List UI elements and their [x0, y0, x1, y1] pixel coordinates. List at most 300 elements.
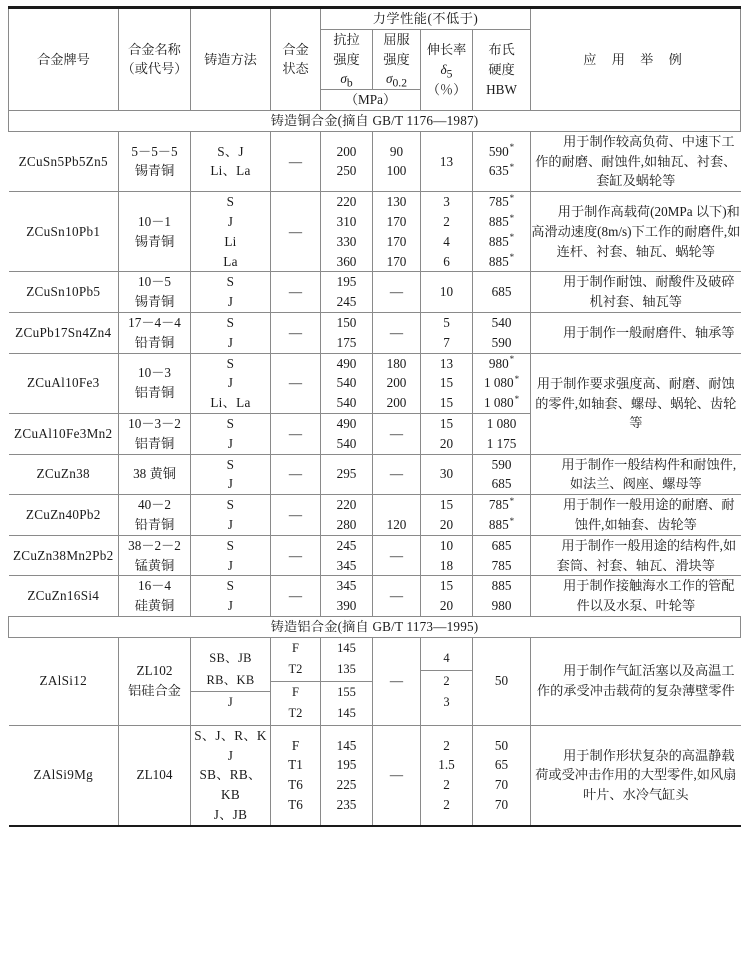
brinell-hardness-line: 1 080	[486, 415, 517, 431]
yield-strength-line: 170	[386, 253, 407, 269]
header-alloy-name	[119, 8, 191, 111]
alloy-name-line: 硅黄铜	[134, 598, 175, 614]
cell-alloy-grade: ZCuAl10Fe3	[9, 353, 119, 413]
tensile-strength-line: 150	[336, 314, 357, 330]
cell-elongation	[421, 131, 473, 191]
cell-alloy-grade: ZAlSi9Mg	[9, 725, 119, 825]
header-alloy-state-line1: 合金	[282, 41, 309, 57]
brinell-hardness-line: 980*	[488, 354, 515, 371]
casting-method-line: J	[227, 557, 234, 573]
alloy-state-line: T6	[288, 796, 303, 812]
brinell-hardness-line: 70	[494, 777, 509, 793]
cell-application: 用于制作一般耐磨件、轴承等	[531, 312, 741, 353]
cell-alloy-grade: ZCuZn16Si4	[9, 576, 119, 617]
cell-alloy-name	[119, 272, 191, 313]
alloy-state-line: T6	[288, 777, 303, 793]
cell-tensile-strength	[321, 353, 373, 413]
cell-yield-strength	[373, 725, 421, 825]
cell-alloy-state	[271, 495, 321, 536]
alloy-state-line: —	[288, 588, 303, 604]
brinell-hardness-line: 685	[491, 476, 512, 492]
casting-method-line: J	[227, 294, 234, 310]
asterisk-mark: *	[509, 252, 515, 263]
yield-strength-line: 170	[386, 233, 407, 249]
cell-yield-strength	[373, 272, 421, 313]
brinell-hardness-line: 590	[491, 334, 512, 350]
cell-alloy-grade: ZCuZn40Pb2	[9, 495, 119, 536]
casting-method-line: J	[227, 476, 234, 492]
table-header	[9, 8, 741, 111]
cell-brinell-hardness	[473, 495, 531, 536]
casting-method-split	[191, 648, 270, 714]
alloy-state-line: F	[292, 640, 299, 655]
cell-alloy-name	[119, 131, 191, 191]
cell-yield-strength	[373, 192, 421, 272]
tensile-strength-line: 250	[336, 163, 357, 179]
elongation-line: 15	[439, 497, 454, 513]
alloy-name-line: 铝硅合金	[128, 683, 181, 699]
header-alloy-name-line1: 合金名称	[128, 41, 181, 57]
cell-tensile-strength	[321, 272, 373, 313]
cell-alloy-state	[271, 454, 321, 495]
alloy-name-line: 锰黄铜	[134, 557, 175, 573]
header-alloy-state-line2: 状态	[282, 61, 309, 77]
cell-tensile-strength	[321, 637, 373, 725]
alloy-state-line: F	[292, 684, 299, 699]
section-title: 铸造铜合金(摘自 GB/T 1176—1987)	[9, 110, 741, 131]
cell-alloy-state	[271, 576, 321, 617]
cell-yield-strength	[373, 131, 421, 191]
yield-strength-line: 180	[386, 355, 407, 371]
cell-alloy-name	[119, 535, 191, 576]
cell-yield-strength	[373, 495, 421, 536]
brinell-hardness-line: 980	[491, 598, 512, 614]
casting-method-line: S	[226, 456, 235, 472]
alloy-state-line: —	[288, 466, 303, 482]
elongation-line: 4	[443, 233, 450, 249]
tensile-strength-line: 145	[337, 706, 356, 721]
cell-casting-method	[191, 192, 271, 272]
header-hardness-line3: HBW	[486, 81, 517, 97]
alloy-state-line: —	[288, 284, 303, 300]
brinell-hardness-line: 635*	[488, 162, 515, 179]
brinell-hardness-line: 590*	[488, 142, 515, 159]
cell-tensile-strength	[321, 413, 373, 454]
cell-casting-method	[191, 454, 271, 495]
brinell-hardness-line: 1 175	[486, 435, 517, 451]
header-yield-symbol: σ0.2	[385, 71, 407, 91]
alloy-name-line: 17－4－4	[128, 314, 181, 330]
cell-alloy-state	[271, 312, 321, 353]
alloy-name-line: 5－5－5	[131, 143, 178, 159]
cell-alloy-name	[119, 192, 191, 272]
cell-elongation	[421, 353, 473, 413]
tensile-strength-line: 135	[337, 662, 356, 677]
cell-application: 用于制作较高负荷、中速下工作的耐磨、耐蚀件,如轴瓦、衬套、套缸及蜗轮等	[531, 131, 741, 191]
brinell-hardness-line: 1 080*	[483, 393, 520, 411]
tensile-strength-line: 390	[336, 598, 357, 614]
casting-method-line: S	[226, 497, 235, 513]
tensile-strength-line: 245	[336, 537, 357, 553]
table-row	[9, 495, 741, 536]
casting-method-line: S	[226, 578, 235, 594]
alloy-name-line: 锡青铜	[134, 233, 175, 249]
tensile-strength-line: 360	[336, 253, 357, 269]
alloy-name-line: 锡青铜	[134, 294, 175, 310]
yield-strength-line: 200	[386, 375, 407, 391]
yield-strength-line: 100	[386, 163, 407, 179]
cell-elongation	[421, 312, 473, 353]
asterisk-mark: *	[509, 212, 515, 223]
casting-method-line: J	[227, 516, 234, 532]
header-yield-strength	[373, 29, 421, 89]
alloy-name-line: 38－2－2	[128, 537, 181, 553]
casting-method-line: J	[227, 435, 234, 451]
brinell-hardness-line: 685	[491, 537, 512, 553]
header-hardness-line2: 硬度	[488, 61, 515, 77]
casting-method-block	[191, 648, 270, 692]
header-casting-method	[191, 8, 271, 111]
casting-method-line: S、J、R、K	[194, 727, 267, 743]
cell-yield-strength	[373, 413, 421, 454]
casting-alloy-spec-table	[8, 6, 741, 827]
elongation-line: 3	[443, 194, 450, 210]
alloy-state-line: —	[288, 507, 303, 523]
elongation-block	[421, 648, 472, 670]
cell-yield-strength	[373, 535, 421, 576]
asterisk-mark: *	[509, 142, 515, 153]
cell-casting-method	[191, 312, 271, 353]
elongation-line: 18	[439, 557, 454, 573]
table-row	[9, 725, 741, 825]
cell-brinell-hardness	[473, 535, 531, 576]
cell-alloy-grade: ZCuSn5Pb5Zn5	[9, 131, 119, 191]
yield-strength-line: —	[389, 466, 404, 482]
casting-method-line: J	[227, 213, 234, 229]
elongation-line: 2	[443, 737, 450, 753]
elongation-line: 15	[439, 375, 454, 391]
cell-tensile-strength	[321, 454, 373, 495]
alloy-state-block	[271, 638, 320, 682]
casting-method-line: S	[226, 355, 235, 371]
brinell-hardness-line: 590	[491, 456, 512, 472]
brinell-hardness-line: 65	[494, 757, 509, 773]
cell-yield-strength	[373, 637, 421, 725]
header-hardness-line1: 布氏	[488, 42, 515, 58]
alloy-name-line: 铝青铜	[134, 385, 175, 401]
alloy-state-split	[271, 638, 320, 725]
cell-elongation	[421, 535, 473, 576]
header-mpa-unit-label: （MPa）	[344, 92, 397, 108]
table-row	[9, 576, 741, 617]
tensile-strength-line: 490	[336, 355, 357, 371]
cell-casting-method	[191, 725, 271, 825]
brinell-hardness-line: 885*	[488, 232, 515, 249]
header-yield-line1: 屈服	[383, 31, 410, 47]
tensile-strength-line: 540	[336, 435, 357, 451]
casting-method-line: Li、La	[210, 163, 251, 179]
cell-application: 用于制作形状复杂的高温静载荷或受冲击作用的大型零件,如风扇叶片、水冷气缸头	[531, 725, 741, 825]
table-row	[9, 192, 741, 272]
cell-elongation	[421, 637, 473, 725]
cell-casting-method	[191, 413, 271, 454]
alloy-name-line: 10－5	[138, 274, 171, 290]
alloy-name-line: 40－2	[138, 497, 171, 513]
cell-application: 用于制作耐蚀、耐酸件及破碎机衬套、轴瓦等	[531, 272, 741, 313]
tensile-strength-line: 295	[336, 466, 357, 482]
header-mechanical-properties-group	[321, 8, 531, 30]
elongation-line: 3	[443, 695, 450, 710]
cell-alloy-state	[271, 637, 321, 725]
cell-brinell-hardness	[473, 192, 531, 272]
cell-brinell-hardness	[473, 272, 531, 313]
alloy-state-line: —	[288, 425, 303, 441]
casting-method-line: La	[223, 253, 238, 269]
elongation-line: 20	[439, 598, 454, 614]
cell-brinell-hardness	[473, 454, 531, 495]
yield-strength-line: —	[389, 588, 404, 604]
cell-tensile-strength	[321, 131, 373, 191]
yield-strength-line: —	[389, 324, 404, 340]
cell-alloy-name	[119, 353, 191, 413]
header-mechanical-properties-label: 力学性能(不低于)	[372, 11, 479, 26]
tensile-strength-split	[321, 638, 372, 725]
alloy-state-line: T2	[288, 706, 303, 721]
cell-alloy-name	[119, 725, 191, 825]
cell-application: 用于制作一般用途的结构件,如套筒、衬套、轴瓦、滑块等	[531, 535, 741, 576]
alloy-name-line: 10－3	[138, 365, 171, 381]
alloy-state-line: F	[291, 737, 300, 753]
elongation-line: 13	[439, 355, 454, 371]
cell-brinell-hardness	[473, 725, 531, 825]
cell-alloy-grade: ZCuSn10Pb1	[9, 192, 119, 272]
header-elongation-line1: 伸长率	[426, 42, 467, 58]
tensile-strength-line: 195	[336, 274, 357, 290]
cell-casting-method	[191, 131, 271, 191]
casting-method-line: S	[226, 314, 235, 330]
casting-method-block	[191, 692, 270, 714]
casting-method-line: SB、JB	[209, 651, 252, 666]
casting-method-line: J	[227, 334, 234, 350]
header-application	[531, 8, 741, 111]
elongation-line: 2	[443, 796, 450, 812]
tensile-strength-line: 280	[336, 516, 357, 532]
casting-method-line: S	[226, 415, 235, 431]
elongation-line: 7	[443, 334, 450, 350]
header-yield-line2: 强度	[383, 51, 410, 67]
header-mpa-unit	[321, 90, 421, 111]
tensile-strength-line: 310	[336, 213, 357, 229]
header-elongation-unit: （％）	[426, 81, 467, 97]
elongation-line: 15	[439, 395, 454, 411]
yield-strength-line: 170	[386, 213, 407, 229]
cell-casting-method	[191, 637, 271, 725]
table-row	[9, 535, 741, 576]
table-row	[9, 312, 741, 353]
casting-method-line: S	[226, 194, 235, 210]
tensile-strength-line: 540	[336, 395, 357, 411]
cell-alloy-name	[119, 576, 191, 617]
elongation-line: 13	[439, 153, 454, 169]
cell-elongation	[421, 272, 473, 313]
cell-application: 用于制作一般用途的耐磨、耐蚀件,如轴套、齿轮等	[531, 495, 741, 536]
cell-casting-method	[191, 535, 271, 576]
cell-alloy-state	[271, 353, 321, 413]
cell-elongation	[421, 725, 473, 825]
cell-application: 用于制作气缸活塞以及高温工作的承受冲击载荷的复杂薄壁零件	[531, 637, 741, 725]
alloy-state-line: T1	[288, 757, 303, 773]
cell-tensile-strength	[321, 312, 373, 353]
cell-elongation	[421, 454, 473, 495]
tensile-strength-line: 175	[336, 334, 357, 350]
section-title: 铸造铝合金(摘自 GB/T 1173—1995)	[9, 616, 741, 637]
elongation-line: 15	[439, 415, 454, 431]
tensile-strength-line: 200	[336, 143, 357, 159]
asterisk-mark: *	[509, 515, 515, 526]
tensile-strength-line: 235	[336, 796, 357, 812]
yield-strength-line: 90	[389, 143, 404, 159]
cell-casting-method	[191, 576, 271, 617]
cell-casting-method	[191, 495, 271, 536]
section-divider-row	[9, 616, 741, 637]
tensile-strength-line: 490	[336, 415, 357, 431]
elongation-line: 2	[443, 777, 450, 793]
cell-brinell-hardness	[473, 637, 531, 725]
cell-brinell-hardness	[473, 353, 531, 413]
elongation-split	[421, 648, 472, 714]
alloy-name-line: 38 黄铜	[133, 466, 176, 482]
alloy-state-line: —	[288, 324, 303, 340]
cell-brinell-hardness	[473, 131, 531, 191]
cell-tensile-strength	[321, 192, 373, 272]
elongation-line: 5	[443, 314, 450, 330]
casting-method-line: J、JB	[213, 806, 248, 822]
elongation-line: 2	[443, 213, 450, 229]
header-elongation	[421, 29, 473, 110]
cell-yield-strength	[373, 353, 421, 413]
cell-alloy-state	[271, 131, 321, 191]
tensile-strength-line: 145	[337, 640, 356, 655]
cell-elongation	[421, 576, 473, 617]
casting-method-line: S	[226, 537, 235, 553]
yield-strength-line: —	[389, 547, 404, 563]
table-body	[9, 110, 741, 825]
casting-method-line: RB、KB	[206, 672, 255, 687]
table-row	[9, 272, 741, 313]
alloy-name-line: 10－3－2	[128, 415, 181, 431]
cell-alloy-grade: ZCuZn38Mn2Pb2	[9, 535, 119, 576]
cell-alloy-name	[119, 454, 191, 495]
asterisk-mark: *	[514, 393, 520, 404]
alloy-name-line: ZL104	[136, 767, 173, 783]
tensile-strength-line: 330	[336, 233, 357, 249]
cell-alloy-state	[271, 413, 321, 454]
casting-method-line: J	[227, 598, 234, 614]
tensile-strength-block	[321, 638, 372, 682]
elongation-line: 30	[439, 466, 454, 482]
cell-elongation	[421, 495, 473, 536]
tensile-strength-block	[321, 681, 372, 725]
casting-method-line: J	[227, 747, 234, 763]
cell-yield-strength	[373, 312, 421, 353]
brinell-hardness-line: 685	[491, 284, 512, 300]
tensile-strength-line: 155	[337, 684, 356, 699]
brinell-hardness-line: 785	[491, 557, 512, 573]
alloy-state-line: —	[288, 223, 303, 239]
cell-tensile-strength	[321, 725, 373, 825]
cell-application: 用于制作要求强度高、耐磨、耐蚀的零件,如轴套、螺母、蜗轮、齿轮等	[531, 353, 741, 454]
alloy-name-line: ZL102	[136, 663, 173, 679]
elongation-line: 6	[443, 253, 450, 269]
cell-application: 用于制作一般结构件和耐蚀件,如法兰、阀座、螺母等	[531, 454, 741, 495]
alloy-state-line: —	[288, 375, 303, 391]
yield-strength-line: 120	[386, 516, 407, 532]
table-row	[9, 131, 741, 191]
alloy-name-line: 铅青铜	[134, 516, 175, 532]
cell-elongation	[421, 192, 473, 272]
brinell-hardness-line: 785*	[488, 495, 515, 513]
header-alloy-grade	[9, 8, 119, 111]
alloy-state-line: —	[288, 547, 303, 563]
casting-method-line: J	[227, 695, 234, 710]
yield-strength-line	[373, 495, 420, 515]
cell-alloy-name	[119, 637, 191, 725]
brinell-hardness-line: 885	[491, 578, 512, 594]
tensile-strength-line: 195	[336, 757, 357, 773]
brinell-hardness-line: 540	[491, 314, 512, 330]
cell-tensile-strength	[321, 535, 373, 576]
header-casting-method-label: 铸造方法	[204, 51, 257, 67]
header-tensile-line2: 强度	[333, 51, 360, 67]
asterisk-mark: *	[509, 232, 515, 243]
brinell-hardness-line: 885*	[488, 252, 515, 269]
cell-brinell-hardness	[473, 312, 531, 353]
elongation-line: 2	[443, 673, 450, 688]
header-alloy-grade-label: 合金牌号	[37, 51, 90, 67]
brinell-hardness-line: 70	[494, 796, 509, 812]
cell-casting-method	[191, 272, 271, 313]
asterisk-mark: *	[509, 192, 515, 203]
brinell-hardness-line: 885*	[488, 515, 515, 532]
alloy-name-line: 铝青铜	[134, 435, 175, 451]
cell-alloy-grade: ZCuSn10Pb5	[9, 272, 119, 313]
yield-strength-line: —	[389, 673, 404, 689]
cell-alloy-grade: ZCuAl10Fe3Mn2	[9, 413, 119, 454]
elongation-block	[421, 670, 472, 714]
yield-strength-line: 200	[386, 395, 407, 411]
casting-method-line: S、J	[217, 143, 244, 159]
tensile-strength-line: 225	[336, 777, 357, 793]
brinell-hardness-line: 50	[494, 737, 509, 753]
cell-tensile-strength	[321, 495, 373, 536]
tensile-strength-line: 540	[336, 375, 357, 391]
cell-brinell-hardness	[473, 413, 531, 454]
elongation-line: 1.5	[438, 757, 455, 773]
header-tensile-strength	[321, 29, 373, 89]
cell-alloy-state	[271, 725, 321, 825]
header-application-label: 应 用 举 例	[583, 51, 688, 67]
cell-alloy-state	[271, 535, 321, 576]
alloy-state-block	[271, 681, 320, 725]
asterisk-mark: *	[514, 373, 520, 384]
elongation-line: 15	[439, 578, 454, 594]
table-row	[9, 637, 741, 725]
cell-yield-strength	[373, 454, 421, 495]
casting-method-line: Li	[224, 233, 237, 249]
yield-strength-line: —	[389, 767, 404, 783]
cell-alloy-grade: ZCuZn38	[9, 454, 119, 495]
cell-tensile-strength	[321, 576, 373, 617]
